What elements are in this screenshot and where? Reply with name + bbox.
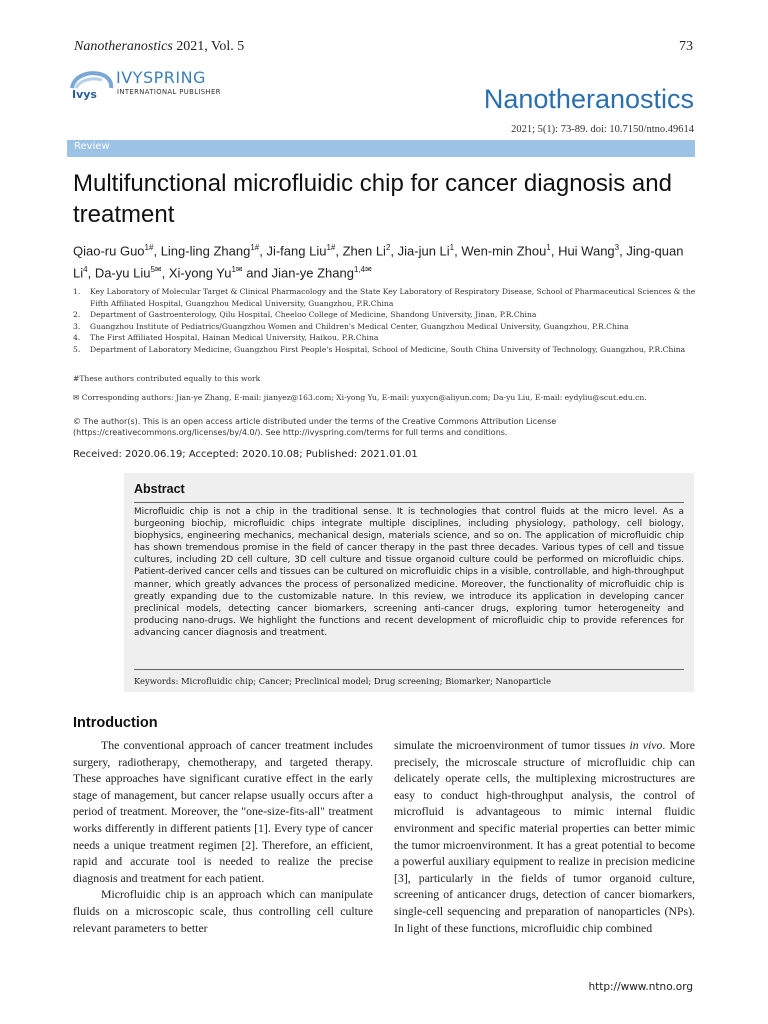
intro-in-vivo: in vivo [629,738,663,752]
abstract-text: Microfluidic chip is not a chip in the traditional sense. It is technologies that control fluids at the micro level. As a burgeoning biochip, microfluidic chips integrate multiple disciplines, including physiology, pathology, cell biology, biophysics, engineering mechanics, mechanical design, materials science, and so on. The application of microfluidic chip has shown tremendous promise in the field of cancer therapy in the past three decades. Various types of cell and tissue cultures, including 2D cell culture, 3D cell culture and tissue organoid culture could be performed on microfluidic chips. Patient-derived cancer cells and tissues can be cultured on microfluidic chips in a visible, controllable, and high-throughput manner, which greatly advances the process of personalized medicine. Moreover, the functionality of microfluidic chip is greatly expanding due to the customizable nature. In this review, we introduce its application in developing cancer preclinical models, detecting cancer biomarkers, screening anti-cancer drugs, exploring tumor heterogeneity and producing nano-drugs. We highlight the functions and recent development of microfluidic chip to provide references for advancing cancer diagnosis and treatment. [134,507,684,638]
author-name: Wen-min Zhou [461,243,547,259]
abstract-heading: Abstract [134,482,185,496]
affiliation-text: Guangzhou Institute of Pediatrics/Guangzhou Women and Children's Medical Center, Guangzhou Medical University, Guangzhou, P.R.China [90,321,629,331]
author-affiliation-mark: 1# [250,243,260,252]
affiliation-text: Key Laboratory of Molecular Target & Clinical Pharmacology and the State Key Laboratory of Respiratory Disease, School of Pharmaceutical Sciences & the Fifth Affiliated Hospital, Guangzhou Medical University, Guangzhou, P.R.China [90,287,696,308]
author-name: Da-yu Liu [94,265,151,281]
section-label: Review [74,141,110,152]
citation: 2021; 5(1): 73-89. doi: 10.7150/ntno.49614 [511,124,694,135]
affiliation-text: Department of Gastroenterology, Qilu Hospital, Cheeloo College of Medicine, Shandong University, Jinan, P.R.China [90,310,537,320]
author-affiliation-mark: 1 [546,243,551,252]
body-column-right [394,737,695,936]
author-affiliation-mark: 1# [144,243,154,252]
author-name: Ji-fang Liu [266,243,327,259]
author-affiliation-mark: 4 [83,265,88,275]
affiliation-number: 1. [73,287,81,296]
affiliation-item [73,344,703,356]
abstract-box [124,473,694,692]
footer-url[interactable]: http://www.ntno.org [588,981,693,993]
page-number: 73 [679,39,693,54]
author-name: Zhen Li [342,243,386,259]
affiliation-text: Department of Laboratory Medicine, Guangzhou First People's Hospital, School of Medicine, South China University of Technology, Guangzhou, P.R.China [90,344,686,354]
author-affiliation-mark: 5✉ [150,265,162,275]
section-band [67,140,695,157]
journal-brand: Nanotheranostics [483,84,694,114]
paper-title: Multifunctional microfluidic chip for cancer diagnosis and treatment [73,170,672,228]
keywords-divider [134,669,684,670]
ivyspring-emblem-icon [68,68,114,102]
affiliation-number: 5. [73,344,81,354]
affiliation-number: 2. [73,310,81,320]
publication-dates: Received: 2020.06.19; Accepted: 2020.10.08; Published: 2021.01.01 [73,449,418,460]
intro-continued-text-a: simulate the microenvironment of tumor tissues [394,738,626,752]
keywords: Keywords: Microfluidic chip; Cancer; Preclinical model; Drug screening; Biomarker; Nanoparticle [134,676,552,686]
author-name: Jing-quan Li [73,243,684,281]
affiliation-list [73,286,703,356]
author-affiliation-mark: 3 [614,243,620,252]
intro-paragraph-2: Microfluidic chip is an approach which can manipulate fluids on a microscopic scale, thus controlling cell culture relevant parameters to better [73,887,373,935]
corresponding-authors: ✉ Corresponding authors: Jian-ye Zhang, E-mail: jianyez@163.com; Xi-yong Yu, E-mail: yuxycn@aliyun.com; Da-yu Liu, E-mail: eydyliu@scut.edu.cn. [73,393,647,402]
author-affiliation-mark: 1 [449,243,455,252]
publisher-subtitle: INTERNATIONAL PUBLISHER [117,88,221,96]
author-affiliation-mark: 1,4✉ [353,265,372,275]
affiliation-text: The First Affiliated Hospital, Hainan Medical University, Haikou, P.R.China [90,333,379,343]
intro-continued-text-b: . More precisely, the microscale structure of microfluidic chip can delicately operate cells, the multiplexing microstructures are easy to conduct high-throughput analysis, the control of microfluid is advantageous to mimic internal fluidic environment and specific material properties can better mimic the tumor microenvironment. It has a great potential to become a powerful auxiliary equipment to realize in precision medicine [3], particularly in the fields of tumor organoid culture, screening of anticancer drugs, detection of cancer biomarkers, single-cell sequencing and preparation of nanoparticles (NPs). In light of these functions, microfluidic chip combined [394,738,695,935]
publisher-brand: IVYSPRING [116,68,206,87]
logo-lettering: Ivys [72,88,97,101]
author-name: Hui Wang [558,243,615,259]
affiliation-item [73,309,703,321]
publisher-logo [68,68,228,104]
author-affiliation-mark: 2 [385,243,391,252]
author-name: Qiao-ru Guo [73,243,145,259]
affiliation-item [73,321,703,333]
author-name: Jia-jun Li [397,243,450,259]
author-name: Ling-ling Zhang [160,243,251,259]
journal-running-head [74,39,244,55]
author-and: and [246,265,268,281]
intro-paragraph-1: The conventional approach of cancer treatment includes surgery, radiotherapy, chemotherapy, and targeted therapy. These approaches have significant curative effect in the early stage of management, but cancer relapse usually occurs after a period of treatment. Moreover, the "one-size-fits-all" treatment works differently in different patients [1]. Every type of cancer needs a unique treatment regimen [2]. Therefore, an efficient, rapid and accurate tool is needed to realize the precise diagnosis and treatment for each patient. [73,738,373,885]
abstract-divider [134,502,684,503]
affiliation-item [73,286,703,309]
author-affiliation-mark: 1# [326,243,336,252]
affiliation-number: 3. [73,321,81,331]
journal-running-name: Nanotheranostics [74,39,173,54]
body-column-left [73,737,373,936]
author-name: Jian-ye Zhang [271,265,354,281]
author-affiliation-mark: 1✉ [231,265,243,275]
journal-volume: 2021, Vol. 5 [172,39,245,54]
license-note: © The author(s). This is an open access article distributed under the terms of the Creative Commons Attribution License (https://creativecommons.org/licenses/by/4.0/). See http://ivyspring.com/terms for full terms and conditions. [73,417,557,437]
author-list: Qiao-ru Guo$^{1\#}$, Ling-ling Zhang$^{1\#}$, Ji-fang Liu$^{1\#}$, Zhen Li$^2$, Jia-jun Li$^1$, Wen-min Zhou$^1$, Hui Wang$^3$, Jing-quan Li$^4$, Da-yu Liu$^{5✉}$, Xi-yong $Yu^{1✉}$ and Jian-ye Zhang$^{1,4✉}$ [73,243,684,281]
intro-paragraph-continued [394,737,695,936]
equal-contribution-note: #These authors contributed equally to this work [73,374,261,383]
affiliation-number: 4. [73,333,81,343]
affiliation-item [73,332,703,344]
author-name: Xi-yong Yu [168,265,232,281]
introduction-heading: Introduction [73,715,158,731]
